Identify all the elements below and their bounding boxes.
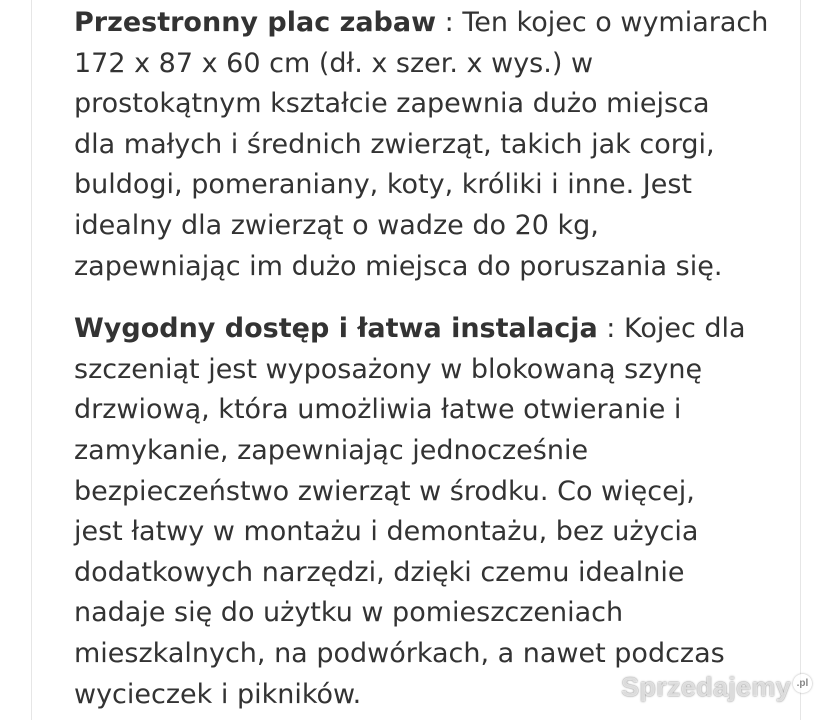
text-line: [74, 309, 794, 350]
paragraph-access-installation: [74, 309, 794, 715]
product-description: [74, 3, 794, 715]
paragraph-text: : Kojec dla: [597, 313, 746, 345]
text-line: bezpieczeństwo zwierząt w środku. Co więcej,: [74, 475, 695, 507]
text-line: drzwiową, która umożliwia łatwe otwieranie i: [74, 394, 682, 426]
content-border-right: [800, 0, 801, 720]
text-line: dodatkowych narzędzi, dzięki czemu idealnie: [74, 556, 685, 588]
sprzedajemy-watermark: [621, 672, 812, 702]
text-line: jest łatwy w montażu i demontażu, bez użycia: [74, 516, 699, 548]
paragraph-heading: Wygodny dostęp i łatwa instalacja: [74, 313, 598, 345]
paragraph-text: : Ten kojec o wymiarach: [436, 7, 769, 38]
text-line: zapewniając im dużo miejsca do poruszania się.: [74, 250, 723, 282]
text-line: nadaje się do użytku w pomieszczeniach: [74, 597, 624, 629]
watermark-badge: .pl: [793, 674, 812, 693]
content-border-left: [31, 0, 32, 720]
paragraph-playground: [74, 3, 794, 287]
watermark-text: Sprzedajemy: [621, 672, 791, 702]
text-line: prostokątnym kształcie zapewnia dużo miejsca: [74, 88, 710, 120]
text-line: zamykanie, zapewniając jednocześnie: [74, 434, 589, 466]
text-line: 172 x 87 x 60 cm (dł. x szer. x wys.) w: [74, 47, 594, 79]
text-line: [74, 3, 794, 44]
paragraph-heading: Przestronny plac zabaw: [74, 7, 437, 38]
text-line: wycieczek i pikników.: [74, 678, 362, 710]
text-line: buldogi, pomeraniany, koty, króliki i inne. Jest: [74, 169, 692, 201]
text-line: dla małych i średnich zwierząt, takich jak corgi,: [74, 128, 715, 160]
text-line: idealny dla zwierząt o wadze do 20 kg,: [74, 209, 599, 241]
text-line: szczeniąt jest wyposażony w blokowaną szynę: [74, 353, 703, 385]
text-line: mieszkalnych, na podwórkach, a nawet podczas: [74, 637, 725, 669]
